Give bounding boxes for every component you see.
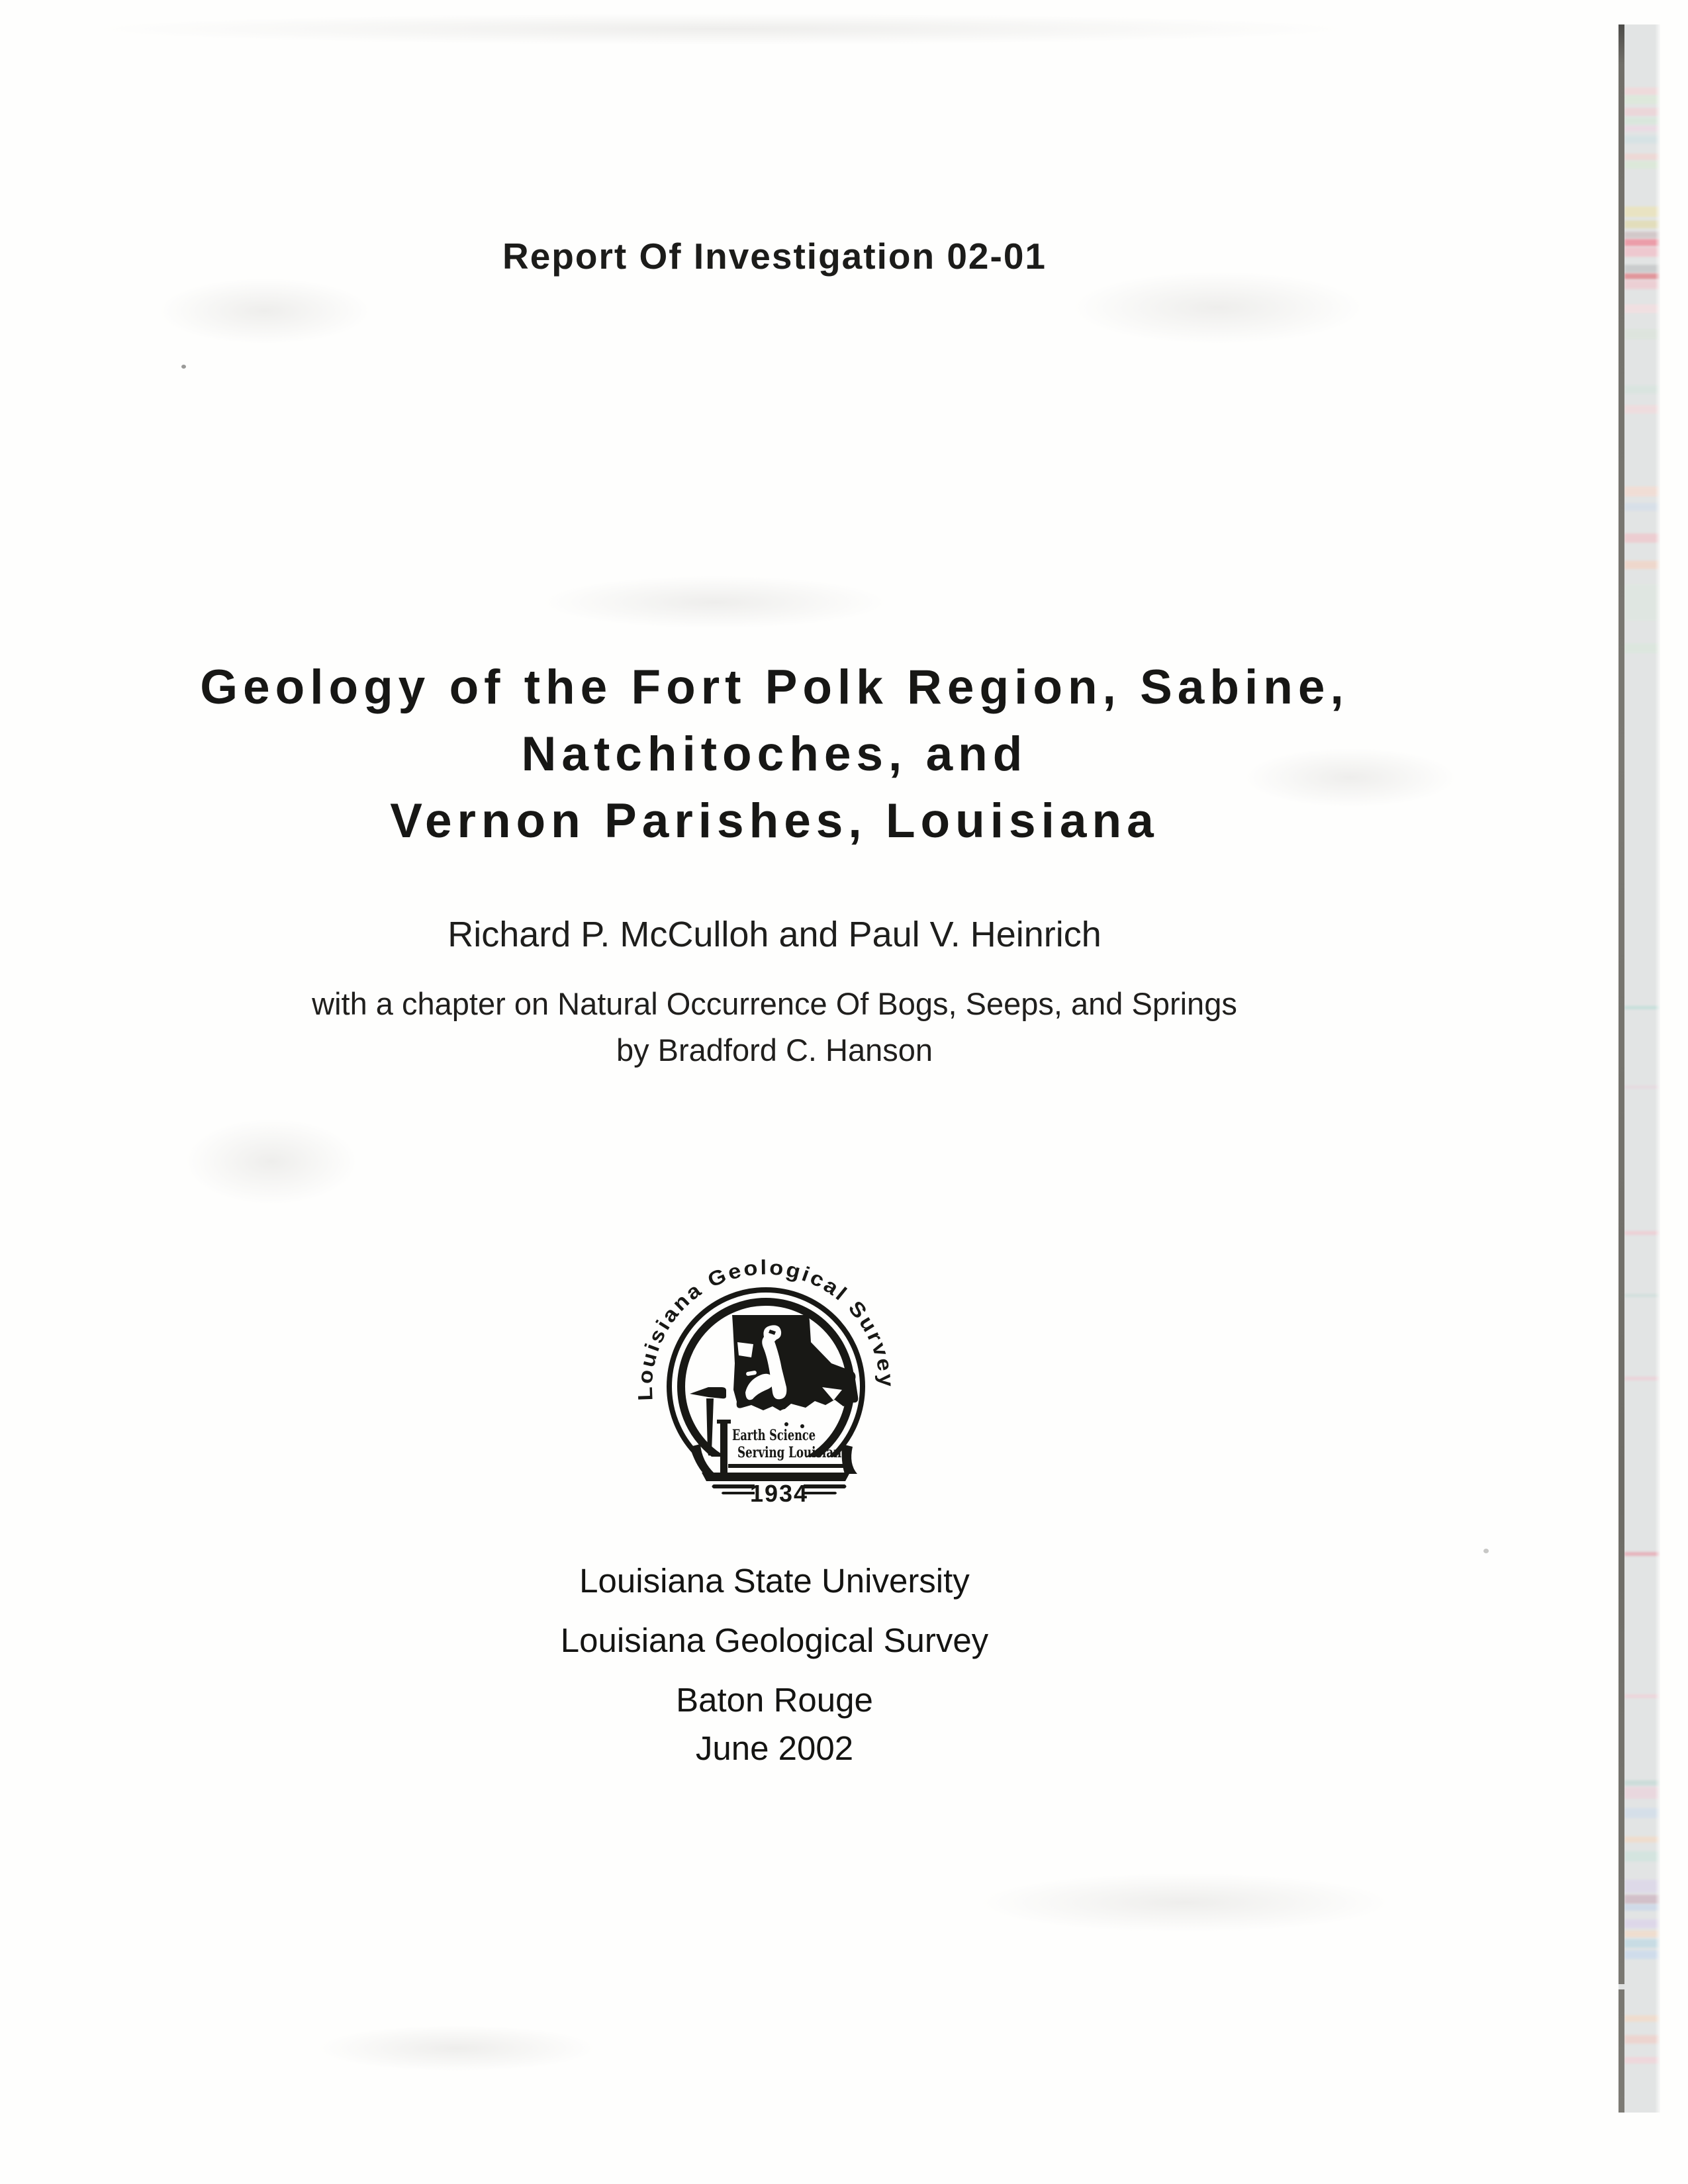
scan-smudge — [318, 2025, 596, 2071]
derrick-cap — [717, 1420, 731, 1424]
scan-smudge — [1072, 271, 1364, 344]
authors-line: Richard P. McCulloh and Paul V. Heinrich — [447, 915, 1102, 954]
imprint-block — [0, 1551, 1549, 1730]
coast-island — [784, 1422, 788, 1426]
map-notch — [737, 1342, 753, 1357]
imprint-line-1: Louisiana State University — [579, 1562, 970, 1600]
chapter-note-line-2: by Bradford C. Hanson — [616, 1032, 933, 1068]
imprint-line-3: Baton Rouge — [676, 1681, 873, 1719]
scan-speck — [181, 365, 186, 369]
binding-edge-strip — [1618, 24, 1660, 2113]
seal-arc-text: Louisiana Geological Survey — [633, 1255, 899, 1402]
rock-hammer-icon — [690, 1387, 726, 1398]
title-line-3: Vernon Parishes, Louisiana — [390, 794, 1159, 848]
edge-line-notch — [1618, 1984, 1624, 1989]
year-wing-left — [712, 1484, 755, 1488]
title-line-1: Geology of the Fort Polk Region, Sabine, — [200, 660, 1349, 714]
scan-smudge — [980, 1873, 1390, 1933]
year-wing-right — [804, 1484, 847, 1488]
date-line: June 2002 — [695, 1729, 854, 1767]
page-title — [0, 654, 1549, 854]
seal-year: 1934 — [749, 1480, 809, 1507]
louisiana-geological-survey-seal-icon — [616, 1231, 920, 1535]
imprint-line-2: Louisiana Geological Survey — [560, 1621, 989, 1659]
chapter-note — [0, 981, 1549, 1073]
edge-strip-fade — [1655, 24, 1660, 2113]
title-line-2: Natchitoches, and — [521, 727, 1028, 781]
seal-thin-bar — [728, 1464, 845, 1468]
scan-smudge — [185, 1118, 357, 1205]
scan-smudge — [93, 13, 1350, 45]
edge-strip-line — [1618, 24, 1624, 2113]
chapter-note-line-1: with a chapter on Natural Occurrence Of Bogs, Seeps, and Springs — [312, 986, 1237, 1021]
report-number-line: Report Of Investigation 02-01 — [502, 236, 1047, 277]
derrick-post — [720, 1422, 727, 1474]
scan-smudge — [159, 278, 371, 344]
scan-smudge — [543, 576, 887, 629]
seal-motto-line-2: Serving Louisiana — [737, 1444, 849, 1461]
year-wing-right-2 — [804, 1492, 837, 1494]
seal-motto-line-1: Earth Science — [732, 1427, 816, 1444]
